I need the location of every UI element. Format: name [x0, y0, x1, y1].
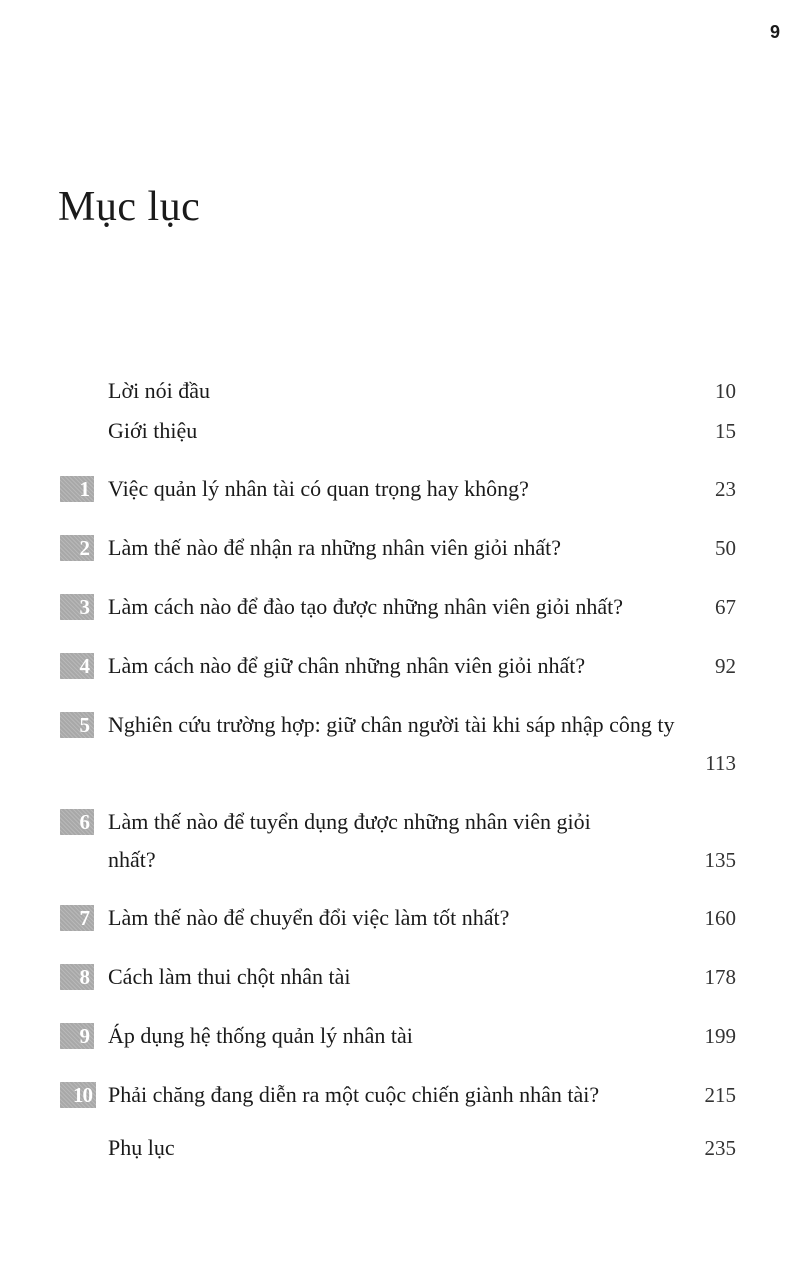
toc-entry-page: 160	[704, 906, 736, 930]
toc-entry-label: Cách làm thui chột nhân tài	[108, 964, 351, 989]
chapter-number-badge: 1	[60, 476, 94, 502]
chapter-number-badge: 9	[60, 1023, 94, 1049]
page-title: Mục lục	[58, 184, 201, 230]
toc-entry-label: Làm cách nào để giữ chân những nhân viên giỏi nhất?	[108, 653, 586, 678]
toc-entry-label: Phải chăng đang diễn ra một cuộc chiến giành nhân tài?	[108, 1082, 600, 1107]
toc-entry-label: Nghiên cứu trường hợp: giữ chân người tài khi sáp nhập công ty	[108, 712, 675, 737]
toc-entry-page: 215	[704, 1083, 736, 1107]
toc-entry-label: Áp dụng hệ thống quản lý nhân tài	[108, 1023, 413, 1048]
toc-entry-label: Phụ lục	[108, 1135, 175, 1160]
chapter-number-badge: 3	[60, 594, 94, 620]
chapter-number-badge: 7	[60, 905, 94, 931]
toc-entry-label: Việc quản lý nhân tài có quan trọng hay không?	[108, 476, 529, 501]
chapter-number-badge: 5	[60, 712, 94, 738]
chapter-number-badge: 6	[60, 809, 94, 835]
chapter-number-badge: 2	[60, 535, 94, 561]
chapter-number-badge: 10	[60, 1082, 96, 1108]
toc-entry-label: Lời nói đầu	[108, 378, 211, 403]
toc-entry-page: 178	[704, 965, 736, 989]
toc-entry-label: Làm thế nào để tuyển dụng được những nhân viên giỏi nhất?	[108, 809, 591, 872]
toc-entry-label: Làm thế nào để chuyển đổi việc làm tốt nhất?	[108, 905, 510, 930]
chapter-number-badge: 8	[60, 964, 94, 990]
page-number: 9	[769, 22, 780, 42]
toc-entry-page: 10	[715, 379, 736, 403]
toc-entry-page: 235	[704, 1136, 736, 1160]
toc-entry-label: Làm cách nào để đào tạo được những nhân viên giỏi nhất?	[108, 594, 624, 619]
toc-entry-page: 92	[715, 654, 736, 678]
chapter-number-badge: 4	[60, 653, 94, 679]
toc-entry-page: 135	[704, 848, 736, 872]
toc-entry-page: 23	[715, 477, 736, 501]
toc-entry-page: 15	[715, 419, 736, 443]
toc-entry-page: 113	[705, 751, 736, 775]
toc-entry-page: 199	[704, 1024, 736, 1048]
toc-entry-page: 67	[715, 595, 736, 619]
toc-entry-page: 50	[715, 536, 736, 560]
toc-entry-label: Giới thiệu	[108, 418, 198, 443]
toc-entry-label: Làm thế nào để nhận ra những nhân viên giỏi nhất?	[108, 535, 562, 560]
